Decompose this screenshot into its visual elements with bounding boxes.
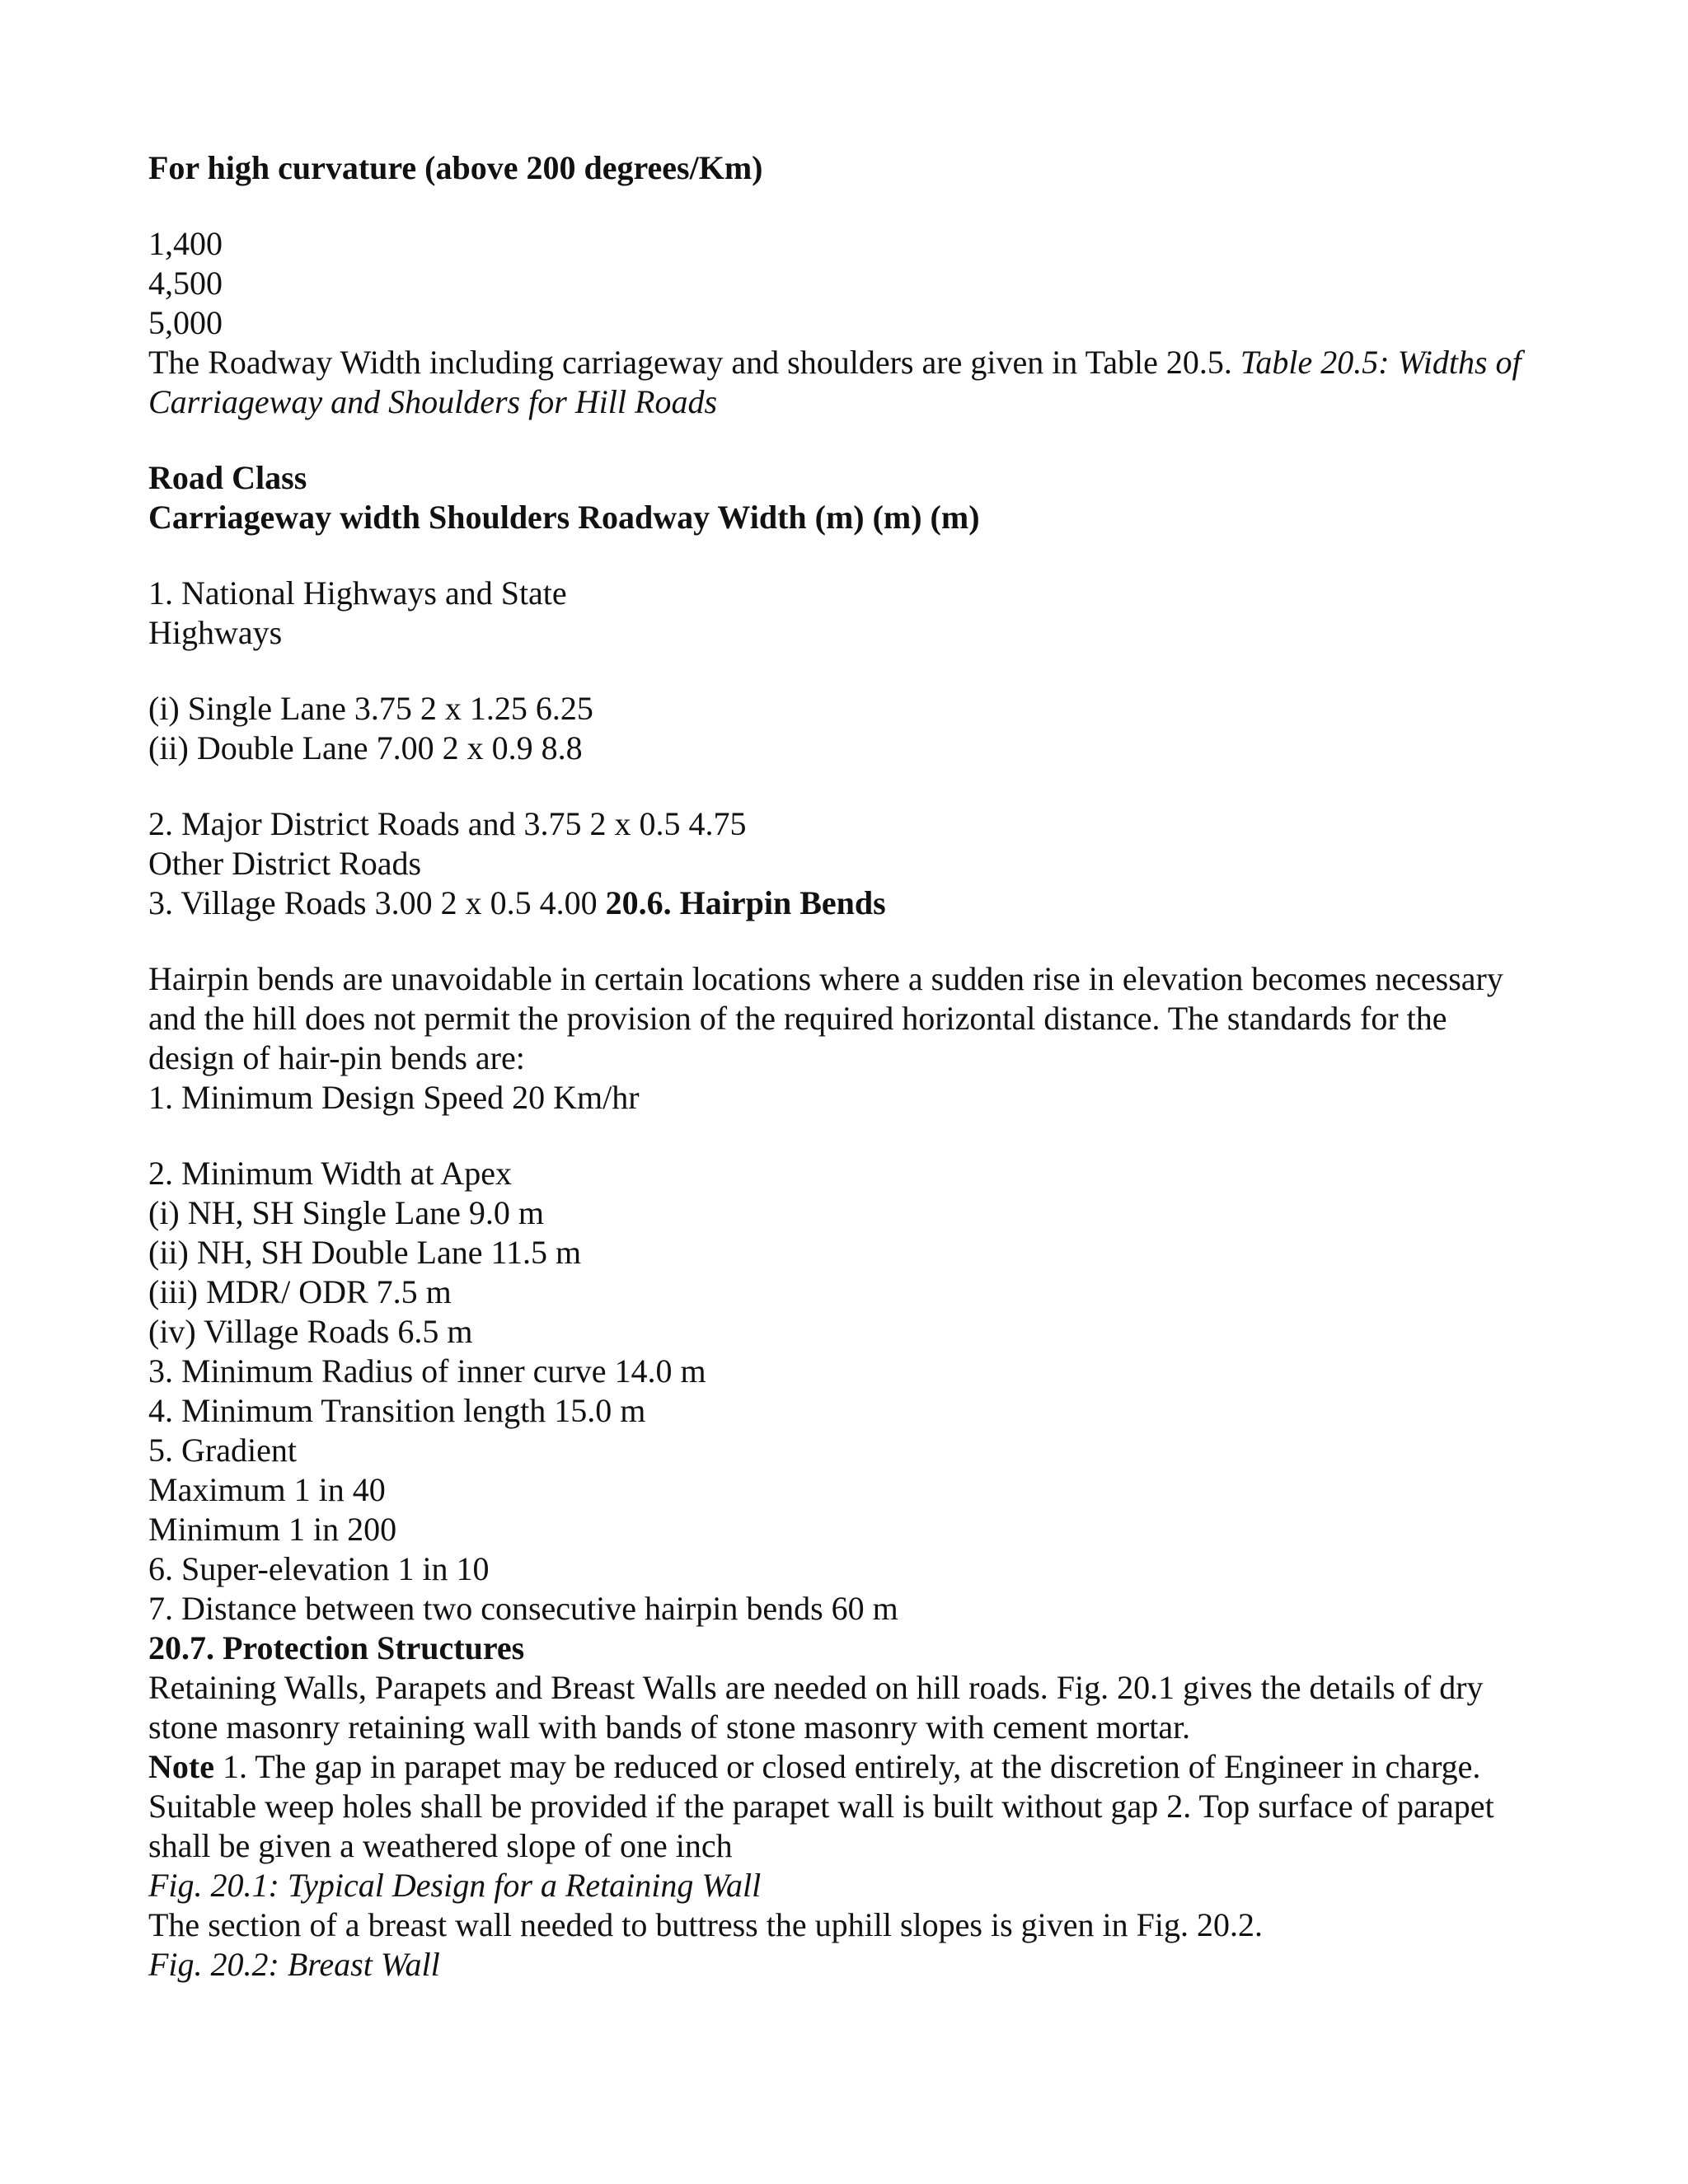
hairpin-item-width-apex: 2. Minimum Width at Apex xyxy=(148,1155,512,1192)
hairpin-item-radius: 3. Minimum Radius of inner curve 14.0 m xyxy=(148,1352,706,1390)
table-row-nh-sh-cont: Highways xyxy=(148,614,283,651)
table-row-village-line xyxy=(148,883,1550,923)
protection-heading: 20.7. Protection Structures xyxy=(148,1629,525,1666)
table-caption-part2: Carriageway and Shoulders for Hill Roads xyxy=(148,383,718,420)
curvature-value: 1,400 xyxy=(148,225,223,262)
hairpin-item-transition: 4. Minimum Transition length 15.0 m xyxy=(148,1392,646,1429)
note-label: Note xyxy=(148,1748,214,1785)
hairpin-item-distance: 7. Distance between two consecutive hairpin bends 60 m xyxy=(148,1590,898,1627)
hairpin-paragraph-line: and the hill does not permit the provision of the required horizontal distance. The standards for the xyxy=(148,1000,1447,1037)
table-row-village: 3. Village Roads 3.00 2 x 0.5 4.00 xyxy=(148,884,598,921)
table-row-odr: Other District Roads xyxy=(148,845,422,882)
table-caption-part1: Table 20.5: Widths of xyxy=(1240,344,1522,381)
table-row-mdr: 2. Major District Roads and 3.75 2 x 0.5 4.75 xyxy=(148,805,747,842)
hairpin-item-superelevation: 6. Super-elevation 1 in 10 xyxy=(148,1550,490,1587)
curvature-heading: For high curvature (above 200 degrees/Km) xyxy=(148,149,763,186)
hairpin-item-design-speed: 1. Minimum Design Speed 20 Km/hr xyxy=(148,1079,640,1116)
hairpin-subitem: (ii) NH, SH Double Lane 11.5 m xyxy=(148,1234,582,1271)
note-text: 1. The gap in parapet may be reduced or closed entirely, at the discretion of Engineer in charge. xyxy=(213,1748,1481,1785)
note-text-line: Suitable weep holes shall be provided if the parapet wall is built without gap 2. Top surface of parapet xyxy=(148,1788,1494,1825)
hairpin-heading: 20.6. Hairpin Bends xyxy=(605,884,886,921)
hairpin-gradient-max: Maximum 1 in 40 xyxy=(148,1471,386,1508)
curvature-value: 4,500 xyxy=(148,265,223,302)
hairpin-subitem: (iii) MDR/ ODR 7.5 m xyxy=(148,1273,452,1310)
document-page xyxy=(148,148,1550,1985)
figure-caption-retaining-wall: Fig. 20.1: Typical Design for a Retaining Wall xyxy=(148,1867,762,1904)
protection-paragraph-line: stone masonry retaining wall with bands of stone masonry with cement mortar. xyxy=(148,1708,1191,1746)
protection-paragraph-line: Retaining Walls, Parapets and Breast Walls are needed on hill roads. Fig. 20.1 gives the details of dry xyxy=(148,1669,1484,1706)
figure-caption-breast-wall: Fig. 20.2: Breast Wall xyxy=(148,1946,440,1983)
table-header-road-class: Road Class xyxy=(148,459,307,496)
note-text-line: shall be given a weathered slope of one inch xyxy=(148,1827,733,1864)
table-header-widths: Carriageway width Shoulders Roadway Width (m) (m) (m) xyxy=(148,499,980,536)
hairpin-gradient-min: Minimum 1 in 200 xyxy=(148,1511,397,1548)
hairpin-subitem: (iv) Village Roads 6.5 m xyxy=(148,1313,473,1350)
hairpin-item-gradient: 5. Gradient xyxy=(148,1432,297,1469)
table-row-nh-sh: 1. National Highways and State xyxy=(148,574,567,612)
roadway-intro-text: The Roadway Width including carriageway and shoulders are given in Table 20.5. xyxy=(148,344,1232,381)
breast-wall-paragraph: The section of a breast wall needed to buttress the uphill slopes is given in Fig. 20.2. xyxy=(148,1906,1263,1943)
roadway-intro-line xyxy=(148,343,1550,382)
table-row-single-lane: (i) Single Lane 3.75 2 x 1.25 6.25 xyxy=(148,690,593,727)
hairpin-paragraph-line: design of hair-pin bends are: xyxy=(148,1039,525,1076)
curvature-value: 5,000 xyxy=(148,304,223,341)
table-row-double-lane: (ii) Double Lane 7.00 2 x 0.9 8.8 xyxy=(148,729,583,766)
hairpin-paragraph-line: Hairpin bends are unavoidable in certain locations where a sudden rise in elevation becomes necessary xyxy=(148,960,1503,997)
note-line xyxy=(148,1747,1550,1787)
hairpin-subitem: (i) NH, SH Single Lane 9.0 m xyxy=(148,1194,544,1231)
